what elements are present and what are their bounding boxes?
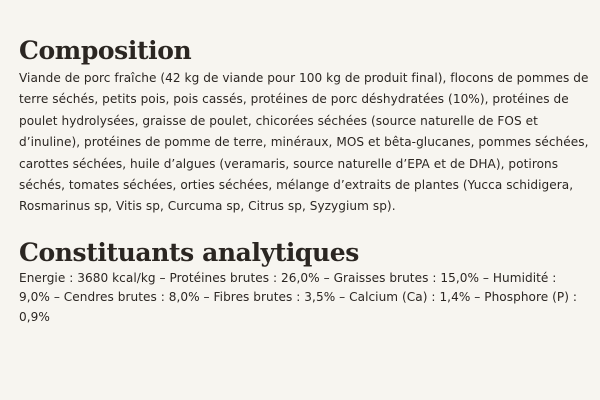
composition-section — [19, 36, 589, 218]
composition-heading: Composition — [19, 36, 192, 65]
analytical-constituents-section — [19, 238, 589, 327]
composition-ingredients-text: Viande de porc fraîche (42 kg de viande pour 100 kg de produit final), flocons de pommes de terre séchés, petits pois, pois cassés, protéines de porc déshydratées (10%), protéines de poulet hydrolysées, graisse de poulet, chicorées séchées (source naturelle de FOS et d’inuline), protéines de pomme de terre, minéraux, MOS et bêta-glucanes, pommes séchées, carottes séchées, huile d’algues (veramaris, source naturelle d’EPA et de DHA), potirons séchés, tomates séchées, orties séchées, mélange d’extraits de plantes (Yucca schidigera, Rosmarinus sp, Vitis sp, Curcuma sp, Citrus sp, Syzygium sp). — [19, 71, 589, 214]
analytical-constituents-text: Energie : 3680 kcal/kg – Protéines brutes : 26,0% – Graisses brutes : 15,0% – Humidité : 9,0% – Cendres brutes : 8,0% – Fibres brutes : 3,5% – Calcium (Ca) : 1,4% – Phosphore (P) : 0,9% — [19, 271, 578, 324]
analytical-constituents-heading: Constituants analytiques — [19, 238, 359, 267]
